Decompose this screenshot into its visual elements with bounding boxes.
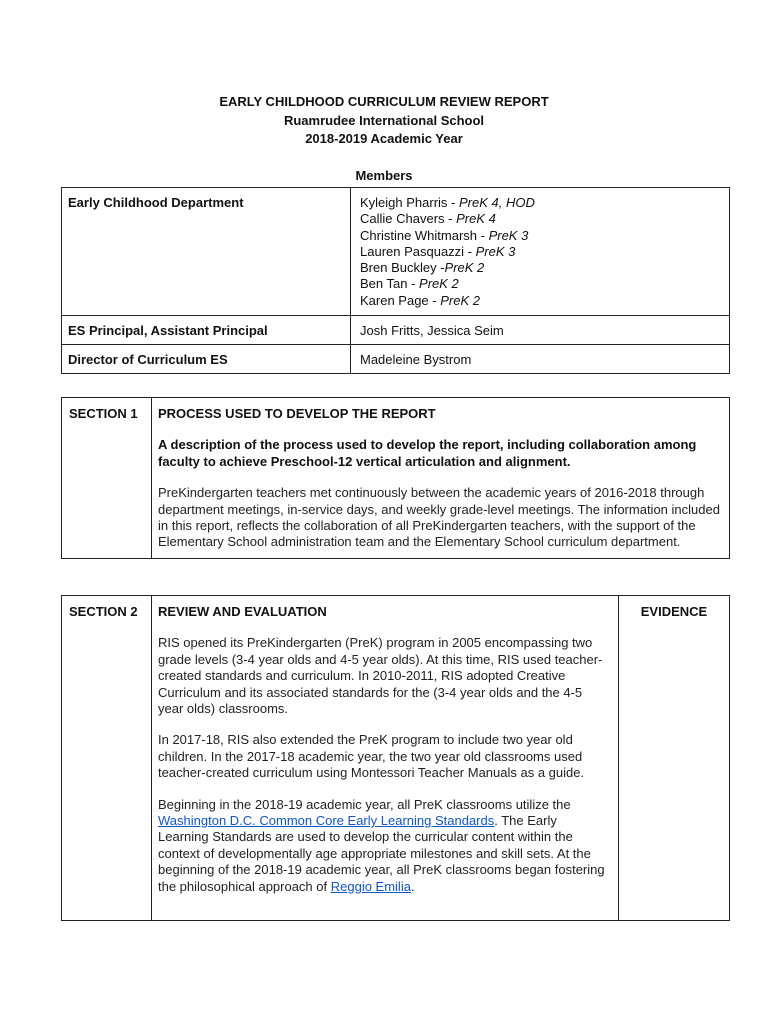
- school-name: Ruamrudee International School: [283, 112, 485, 128]
- department-label: Early Childhood Department: [62, 188, 351, 316]
- member-entry: Karen Page - PreK 2: [360, 292, 480, 308]
- report-title: EARLY CHILDHOOD CURRICULUM REVIEW REPORT: [219, 94, 549, 109]
- academic-year: 2018-2019 Academic Year: [305, 131, 463, 146]
- section1-label: SECTION 1: [62, 398, 152, 559]
- report-header: [0, 93, 768, 149]
- member-entry: Kyleigh Pharris - PreK 4, HOD: [360, 195, 535, 210]
- evidence-label: EVIDENCE: [619, 596, 730, 921]
- table-row: [62, 596, 730, 921]
- member-entry: Lauren Pasquazzi - PreK 3: [360, 243, 516, 259]
- section2-paragraph: RIS opened its PreKindergarten (PreK) program in 2005 encompassing two grade levels (3-4 year olds and 4-5 year olds). At this time, RIS used teacher-created standards and curriculum. In 2010-2011, RIS adopted Creative Curriculum and its associated standards for the (3-4 year olds and the 4-5 year olds) classrooms.: [158, 635, 603, 717]
- members-table: [61, 187, 730, 374]
- section1-body: PreKindergarten teachers met continuously between the academic years of 2016-2018 through department meetings, in-service days, and weekly grade-level meetings. The information included in this report, reflects the collaboration of all PreKindergarten teachers, with the support of the Elementary School administration team and the Elementary School curriculum department.: [158, 485, 720, 550]
- member-entry: Bren Buckley -PreK 2: [360, 260, 485, 276]
- section1-description: A description of the process used to develop the report, including collaboration among faculty to achieve Preschool-12 vertical articulation and alignment.: [158, 437, 697, 469]
- table-row: [62, 345, 730, 374]
- section1-content: [152, 398, 730, 559]
- reggio-emilia-link[interactable]: Reggio Emilia: [330, 878, 411, 894]
- section2-heading: REVIEW AND EVALUATION: [158, 604, 327, 619]
- department-members: [351, 188, 730, 316]
- member-entry: Ben Tan - PreK 2: [360, 276, 459, 292]
- table-row: [62, 188, 730, 316]
- section2-paragraph: Beginning in the 2018-19 academic year, all PreK classrooms utilize the Washington D.C. Common Core Early Learning Standards. The Early Learning Standards are used to develop the curricular content within the context of developmentally age appropriate milestones and skill sets. At the beginning of the 2018-19 academic year, all PreK classrooms began fostering the philosophical approach of Reggio Emilia.: [158, 796, 605, 894]
- director-value: Madeleine Bystrom: [351, 345, 730, 374]
- member-entry: Christine Whitmarsh - PreK 3: [360, 227, 529, 243]
- section1-table: [61, 397, 730, 559]
- table-row: [62, 398, 730, 559]
- section1-heading: PROCESS USED TO DEVELOP THE REPORT: [158, 406, 436, 421]
- member-entry: Callie Chavers - PreK 4: [360, 211, 496, 227]
- members-heading: Members: [355, 168, 413, 183]
- section2-content: [152, 596, 619, 921]
- principal-label: ES Principal, Assistant Principal: [62, 316, 351, 345]
- dc-standards-link[interactable]: Washington D.C. Common Core Early Learning Standards: [158, 813, 495, 829]
- director-label: Director of Curriculum ES: [62, 345, 351, 374]
- principal-value: Josh Fritts, Jessica Seim: [351, 316, 730, 345]
- table-row: [62, 316, 730, 345]
- section2-paragraph: In 2017-18, RIS also extended the PreK program to include two year old children. In the 2017-18 academic year, the two year old classrooms used teacher-created curriculum using Montessori Teacher Manuals as a guide.: [158, 732, 585, 781]
- section2-table: [61, 595, 730, 921]
- section2-label: SECTION 2: [62, 596, 152, 921]
